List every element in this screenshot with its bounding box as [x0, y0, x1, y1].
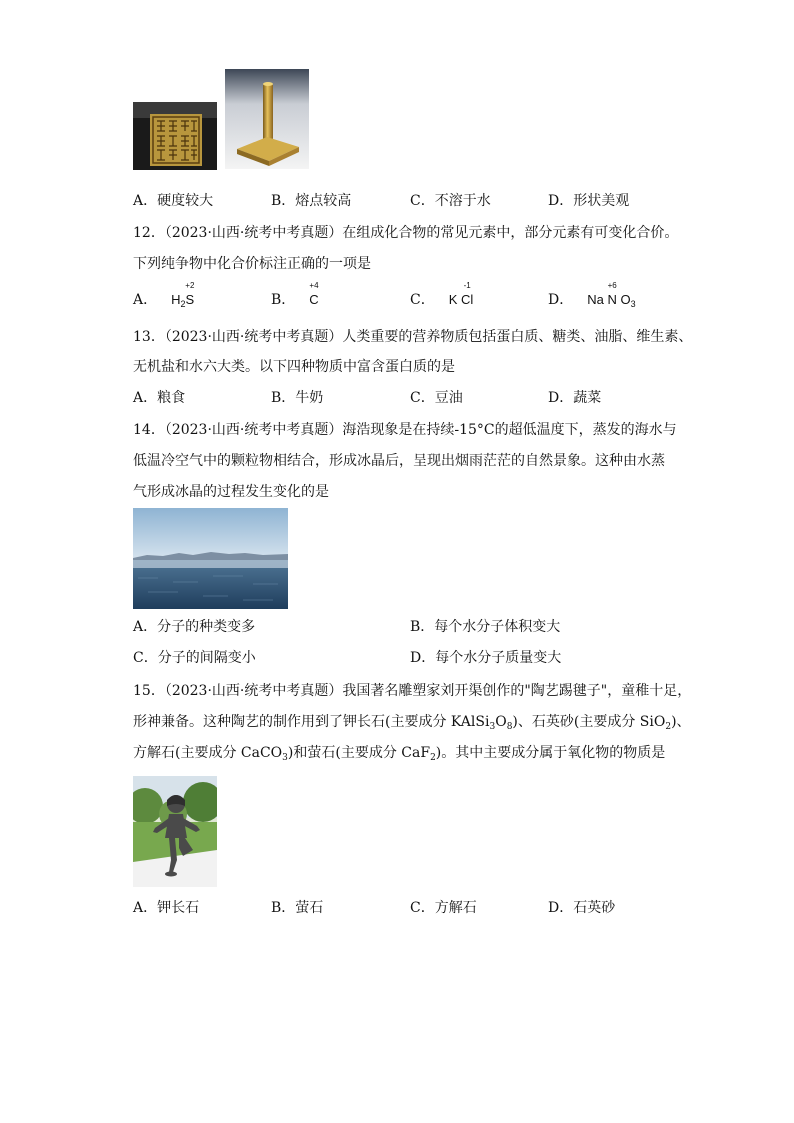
q11-option-b[interactable] [271, 192, 351, 210]
oxidation-state: -1 [463, 281, 471, 290]
q13-option-b[interactable] [271, 389, 323, 407]
formula-part: Na [587, 292, 604, 307]
option-text: 分子的间隔变小 [157, 650, 256, 666]
formula [171, 281, 195, 309]
formula [448, 281, 474, 307]
option-letter: B． [271, 292, 296, 308]
seal-object-image [225, 69, 309, 169]
formula-subscript: 2 [430, 753, 436, 763]
option-letter: B． [271, 390, 296, 406]
option-letter: C． [410, 900, 435, 916]
formula [587, 281, 636, 309]
q11-option-a[interactable] [133, 192, 213, 210]
q15-option-d[interactable] [548, 899, 615, 917]
text-part: )、石英砂(主要成分 SiO [512, 714, 666, 730]
option-text: 牛奶 [295, 390, 324, 406]
q12-option-c[interactable] [410, 281, 474, 309]
formula-subscript: 8 [506, 722, 513, 732]
option-text: 钾长石 [157, 900, 200, 916]
text-part: O [495, 714, 507, 730]
formula-element [461, 281, 474, 309]
option-letter: D． [548, 390, 574, 406]
q15-stem-line-3 [133, 744, 665, 762]
seal-lettering [0, 0, 1, 1]
option-letter: C． [410, 390, 435, 406]
option-text: 熔点较高 [295, 193, 352, 209]
q13-option-a[interactable] [133, 389, 185, 407]
formula-element [185, 281, 195, 309]
option-letter: D． [410, 650, 436, 666]
seal-face-image [133, 102, 217, 170]
text-part: )。其中主要成分属于氧化物的物质是 [435, 745, 666, 761]
option-letter: A． [133, 390, 158, 406]
option-letter: D． [548, 900, 574, 916]
q14-option-c[interactable] [133, 649, 256, 667]
option-text: 每个水分子体积变大 [434, 619, 561, 635]
option-letter: B． [410, 619, 435, 635]
option-text: 不溶于水 [434, 193, 491, 209]
formula-subscript: 3 [489, 722, 496, 732]
option-text: 石英砂 [573, 900, 616, 916]
q12-stem-line-2: 下列纯争物中化合价标注正确的一项是 [133, 256, 371, 272]
sculpture-image [133, 776, 217, 887]
q14-stem-line-1: 14．（2023·山西·统考中考真题）海浩现象是在持续-15°C的超低温度下，蒸发的海水与 [133, 422, 677, 438]
element-symbol: C [309, 292, 319, 307]
option-letter: A． [133, 619, 158, 635]
formula-part: H [171, 292, 181, 307]
q14-stem-line-3: 气形成冰晶的过程发生变化的是 [133, 484, 329, 500]
option-letter: B． [271, 900, 296, 916]
q15-option-c[interactable] [410, 899, 477, 917]
option-text: 萤石 [295, 900, 324, 916]
option-letter: D． [548, 193, 574, 209]
q15-stem-line-2 [133, 713, 691, 731]
text-part: 方解石(主要成分 CaCO [133, 745, 283, 761]
option-text: 蔬菜 [573, 390, 602, 406]
option-letter: A． [133, 900, 158, 916]
formula-part: O [620, 292, 631, 307]
option-letter: C． [410, 292, 435, 308]
option-letter: A． [133, 193, 158, 209]
q12-option-b[interactable] [271, 281, 319, 309]
oxidation-state: +2 [185, 281, 195, 290]
option-text: 每个水分子质量变大 [435, 650, 562, 666]
q14-option-d[interactable] [410, 649, 561, 667]
option-text: 形状美观 [573, 193, 630, 209]
sea-smoke-image [133, 508, 288, 609]
text-part: )和萤石(主要成分 CaF [287, 745, 431, 761]
option-text: 方解石 [434, 900, 477, 916]
oxidation-state: +6 [607, 281, 617, 290]
option-text: 粮食 [157, 390, 186, 406]
formula-subscript: 3 [282, 753, 288, 763]
q11-option-c[interactable] [410, 192, 491, 210]
element-symbol: N [607, 292, 617, 307]
q14-option-b[interactable] [410, 618, 560, 636]
oxidation-state: +4 [309, 281, 319, 290]
option-letter: B． [271, 193, 296, 209]
option-letter: D． [548, 292, 574, 308]
option-text: 分子的种类变多 [157, 619, 256, 635]
q13-stem-line-2: 无机盐和水六大类。以下四种物质中富含蛋白质的是 [133, 359, 455, 375]
option-text: 豆油 [434, 390, 463, 406]
formula-part: K [448, 292, 458, 307]
formula-subscript: 2 [180, 299, 186, 309]
q12-option-d[interactable] [548, 281, 636, 309]
q12-stem-line-1: 12．（2023·山西·统考中考真题）在组成化合物的常见元素中，部分元素有可变化合价。 [133, 225, 679, 241]
q13-option-c[interactable] [410, 389, 463, 407]
formula-subscript: 2 [665, 722, 672, 732]
text-part: )、 [671, 714, 691, 730]
option-text: 硬度较大 [157, 193, 214, 209]
option-letter: C． [133, 650, 158, 666]
q12-option-a[interactable] [133, 281, 195, 309]
q15-stem-line-1: 15．（2023·山西·统考中考真题）我国著名雕塑家刘开渠创作的"陶艺踢毽子"，童稚十足， [133, 683, 692, 699]
text-part: 形神兼备。这种陶艺的制作用到了钾长石(主要成分 KAlSi [133, 714, 490, 730]
option-letter: A． [133, 292, 158, 308]
element-symbol: S [185, 292, 195, 307]
formula-subscript: 3 [630, 299, 636, 309]
option-letter: C． [410, 193, 435, 209]
formula-element [607, 281, 617, 309]
q15-option-a[interactable] [133, 899, 199, 917]
element-symbol: Cl [461, 292, 474, 307]
formula [309, 281, 319, 307]
q13-option-d[interactable] [548, 389, 601, 407]
q11-option-d[interactable] [548, 192, 629, 210]
q13-stem-line-1: 13．（2023·山西·统考中考真题）人类重要的营养物质包括蛋白质、糖类、油脂、维生素、 [133, 329, 693, 345]
q14-option-a[interactable] [133, 618, 255, 636]
q15-option-b[interactable] [271, 899, 323, 917]
q14-stem-line-2: 低温冷空气中的颗粒物相结合，形成冰晶后，呈现出烟雨茫茫的自然景象。这种由水蒸 [133, 453, 665, 469]
formula-element [309, 281, 319, 309]
